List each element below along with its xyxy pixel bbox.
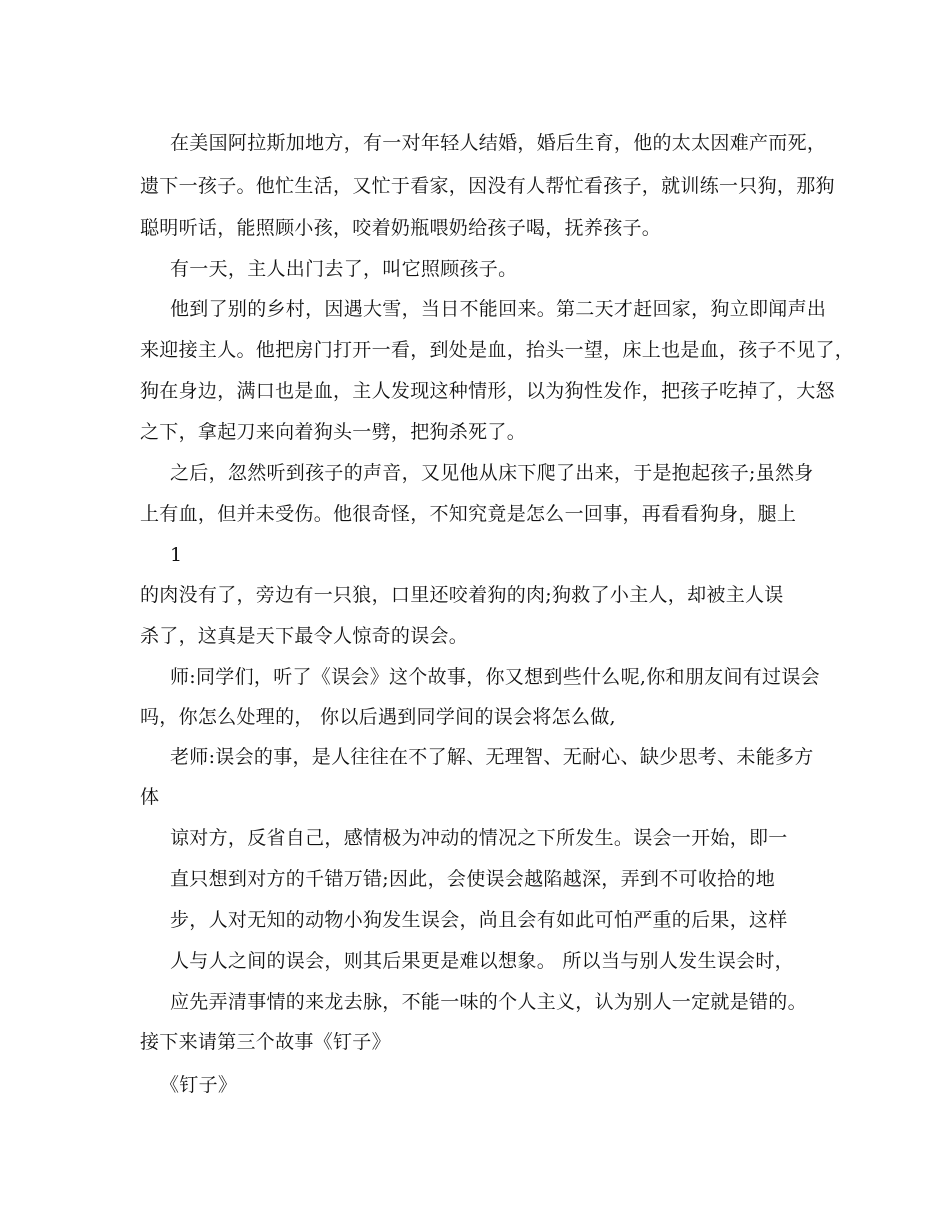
text-line: 之下，拿起刀来向着狗头一劈，把狗杀死了。 [140, 421, 527, 443]
section-title: 《钉子》 [160, 1074, 238, 1096]
text-line: 的肉没有了，旁边有一只狼，口里还咬着狗的肉;狗救了小主人，却被主人误 [140, 584, 784, 606]
text-line: 来迎接主人。他把房门打开一看，到处是血，抬头一望，床上也是血，孩子不见了， [140, 339, 855, 361]
text-line: 遗下一孩子。他忙生活，又忙于看家，因没有人帮忙看孩子，就训练一只狗，那狗 [140, 175, 835, 197]
text-line: 上有血，但并未受伤。他很奇怪，不知究竟是怎么一回事，再看看狗身，腿上 [140, 503, 797, 525]
text-line: 应先弄清事情的来龙去脉，不能一味的个人主义，认为别人一定就是错的。 [170, 991, 807, 1013]
text-line: 步，人对无知的动物小狗发生误会，尚且会有如此可怕严重的后果，这样 [170, 909, 788, 931]
text-line: 师:同学们，听了《误会》这个故事，你又想到些什么呢,你和朋友间有过误会 [170, 666, 820, 688]
text-line: 杀了，这真是天下最令人惊奇的误会。 [140, 625, 469, 647]
text-line: 谅对方，反省自己，感情极为冲动的情况之下所发生。误会一开始，即一 [170, 827, 788, 849]
text-line: 老师:误会的事，是人往往在不了解、无理智、无耐心、缺少思考、未能多方 [170, 746, 814, 768]
text-line: 人与人之间的误会，则其后果更是难以想象。 所以当与别人发生误会时， [170, 950, 794, 972]
text-line: 直只想到对方的千错万错;因此，会使误会越陷越深，弄到不可收拾的地 [170, 868, 776, 890]
text-line: 他到了别的乡村，因遇大雪，当日不能回来。第二天才赶回家，狗立即闻声出 [170, 298, 827, 320]
text-line: 在美国阿拉斯加地方，有一对年轻人结婚，婚后生育，他的太太因难产而死， [170, 132, 827, 154]
text-line: 吗，你怎么处理的， 你以后遇到同学间的误会将怎么做, [140, 706, 616, 728]
text-line: 有一天，主人出门去了，叫它照顾孩子。 [170, 258, 518, 280]
text-line: 聪明听话，能照顾小孩，咬着奶瓶喂奶给孩子喝，抚养孩子。 [140, 217, 662, 239]
text-line: 接下来请第三个故事《钉子》 [140, 1031, 391, 1053]
text-line: 狗在身边，满口也是血，主人发现这种情形，以为狗性发作，把孩子吃掉了，大怒 [140, 380, 835, 402]
text-line: 体 [140, 786, 160, 808]
page-number: 1 [170, 544, 183, 566]
text-line: 之后，忽然听到孩子的声音，又见他从床下爬了出来，于是抱起孩子;虽然身 [170, 462, 814, 484]
